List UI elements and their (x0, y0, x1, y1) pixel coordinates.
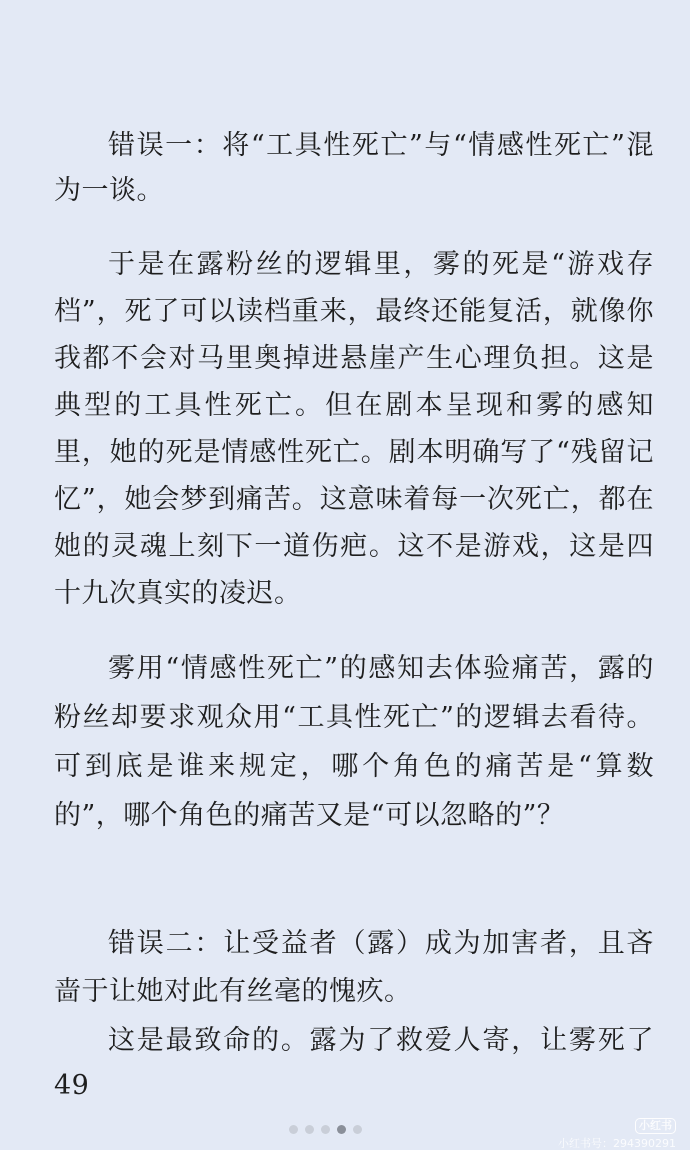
paragraph-body-1: 于是在露粉丝的逻辑里，雾的死是“游戏存档”，死了可以读档重来，最终还能复活，就像你我都不会对马里奥掉进悬崖产生心理负担。这是典型的工具性死亡。但在剧本呈现和雾的感知里，她的死是情感性死亡。剧本明确写了“残留记忆”，她会梦到痛苦。这意味着每一次死亡，都在她的灵魂上刻下一道伤疤。这不是游戏，这是四十九次真实的凌迟。 (54, 249, 654, 609)
paragraph-error-two-heading: 错误二：让受益者（露）成为加害者，且吝啬于让她对此有丝毫的愧疚。 (54, 928, 654, 1007)
pager-dot[interactable] (353, 1125, 362, 1134)
paragraph-body-2: 雾用“情感性死亡”的感知去体验痛苦，露的粉丝却要求观众用“工具性死亡”的逻辑去看待。可到底是谁来规定，哪个角色的痛苦是“算数的”，哪个角色的痛苦又是“可以忽略的”？ (54, 653, 654, 831)
watermark-id: 小红书号：294390291 (558, 1137, 676, 1150)
watermark-logo: 小红书 (635, 1118, 676, 1134)
pager-dot[interactable] (321, 1125, 330, 1134)
image-pager-dots[interactable] (289, 1125, 362, 1134)
pager-dot[interactable] (289, 1125, 298, 1134)
watermark (558, 1114, 676, 1150)
pager-dot[interactable] (305, 1125, 314, 1134)
pager-dot[interactable] (337, 1125, 346, 1134)
paragraph-error-one-heading: 错误一：将“工具性死亡”与“情感性死亡”混为一谈。 (54, 130, 654, 206)
paragraph-body-3: 这是最致命的。露为了救爱人寄，让雾死了49 (54, 1025, 654, 1101)
